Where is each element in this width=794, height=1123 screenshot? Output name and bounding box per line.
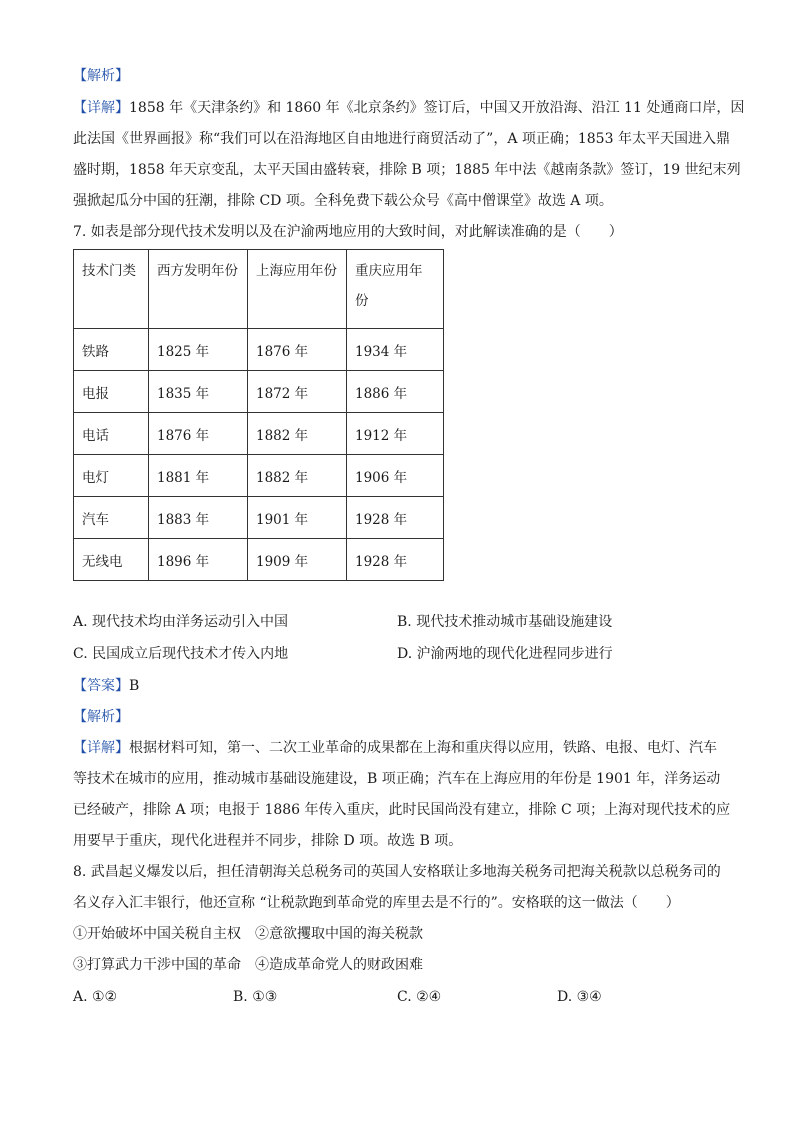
- analysis-label: 【解析】: [73, 709, 129, 725]
- analysis-line: 【详解】1858 年《天津条约》和 1860 年《北京条约》签订后，中国又开放沿海、沿江 11 处通商口岸，因: [73, 100, 745, 116]
- question-7-stem: 7. 如表是部分现代技术发明以及在沪渝两地应用的大致时间，对此解读准确的是（ ）: [73, 224, 623, 240]
- table-header-cell: 上海应用年份: [248, 250, 347, 329]
- table-header-row: [74, 250, 444, 329]
- table-row: [74, 539, 444, 581]
- table-cell: 电话: [74, 413, 149, 455]
- question-8-stem: 名义存入汇丰银行，他还宣称 “让税款跑到革命党的库里去是不行的”。安格联的这一做法（ ）: [73, 895, 680, 911]
- table-cell: 电灯: [74, 455, 149, 497]
- table-row: [74, 455, 444, 497]
- table-cell: 电报: [74, 371, 149, 413]
- q8-option-d: D. ③④: [557, 989, 602, 1005]
- table-cell: 1825 年: [149, 329, 248, 371]
- table-cell: 1901 年: [248, 497, 347, 539]
- detail-line: 已经破产，排除 A 项；电报于 1886 年传入重庆，此时民国尚没有建立，排除 C 项；上海对现代技术的应: [73, 802, 731, 818]
- question-8-stem: 8. 武昌起义爆发以后，担任清朝海关总税务司的英国人安格联让多地海关税务司把海关税款以总税务司的: [73, 864, 721, 880]
- detail-label: 【详解】: [73, 740, 129, 756]
- table-cell: 汽车: [74, 497, 149, 539]
- table-cell: 1876 年: [149, 413, 248, 455]
- table-header-cell: 重庆应用年份: [347, 250, 444, 329]
- analysis-label: 【解析】: [73, 68, 129, 84]
- option-c: C. 民国成立后现代技术才传入内地: [73, 646, 289, 662]
- table-cell: 1928 年: [347, 539, 444, 581]
- answer-line: [73, 676, 723, 696]
- table-cell: 1882 年: [248, 413, 347, 455]
- table-cell: 1872 年: [248, 371, 347, 413]
- detail-label: 【详解】: [73, 100, 129, 116]
- q8-option-a: A. ①②: [73, 989, 118, 1005]
- table-header-cell: 技术门类: [74, 250, 149, 329]
- table-cell: 1883 年: [149, 497, 248, 539]
- detail-line: 用要早于重庆，现代化进程并不同步，排除 D 项。故选 B 项。: [73, 833, 463, 849]
- table-header-cell: 西方发明年份: [149, 250, 248, 329]
- option-b: B. 现代技术推动城市基础设施建设: [397, 614, 613, 630]
- q8-option-b: B. ①③: [233, 989, 278, 1005]
- option-d: D. 沪渝两地的现代化进程同步进行: [397, 646, 613, 662]
- detail-line: 等技术在城市的应用，推动城市基础设施建设，B 项正确；汽车在上海应用的年份是 1901 年，洋务运动: [73, 771, 721, 787]
- table-cell: 1909 年: [248, 539, 347, 581]
- analysis-line: 强掀起瓜分中国的狂潮，排除 CD 项。全科免费下载公众号《高中僧课堂》故选 A 项。: [73, 193, 613, 209]
- detail-line: 【详解】根据材料可知，第一、二次工业革命的成果都在上海和重庆得以应用，铁路、电报、电灯、汽车: [73, 740, 717, 756]
- table-cell: 无线电: [74, 539, 149, 581]
- tech-table: [73, 249, 444, 581]
- q8-option-c: C. ②④: [397, 989, 442, 1005]
- table-row: [74, 413, 444, 455]
- table-row: [74, 329, 444, 371]
- table-row: [74, 497, 444, 539]
- answer-value: B: [129, 678, 140, 694]
- table-cell: 1835 年: [149, 371, 248, 413]
- table-cell: 1886 年: [347, 371, 444, 413]
- table-cell: 1896 年: [149, 539, 248, 581]
- option-a: A. 现代技术均由洋务运动引入中国: [73, 614, 289, 630]
- statement-line: ①开始破坏中国关税自主权 ②意欲攫取中国的海关税款: [73, 926, 423, 942]
- table-row: [74, 371, 444, 413]
- statement-line: ③打算武力干涉中国的革命 ④造成革命党人的财政困难: [73, 957, 423, 973]
- table-cell: 1882 年: [248, 455, 347, 497]
- table-cell: 1906 年: [347, 455, 444, 497]
- table-cell: 1876 年: [248, 329, 347, 371]
- analysis-line: 此法国《世界画报》称“我们可以在沿海地区自由地进行商贸活动了”，A 项正确；1853 年太平天国进入鼎: [73, 131, 730, 147]
- analysis-line: 盛时期，1858 年天京变乱，太平天国由盛转衰，排除 B 项；1885 年中法《越南条款》签订，19 世纪末列: [73, 162, 741, 178]
- table-cell: 1881 年: [149, 455, 248, 497]
- table-cell: 1928 年: [347, 497, 444, 539]
- table-cell: 1934 年: [347, 329, 444, 371]
- table-cell: 铁路: [74, 329, 149, 371]
- table-cell: 1912 年: [347, 413, 444, 455]
- answer-label: 【答案】: [73, 678, 129, 694]
